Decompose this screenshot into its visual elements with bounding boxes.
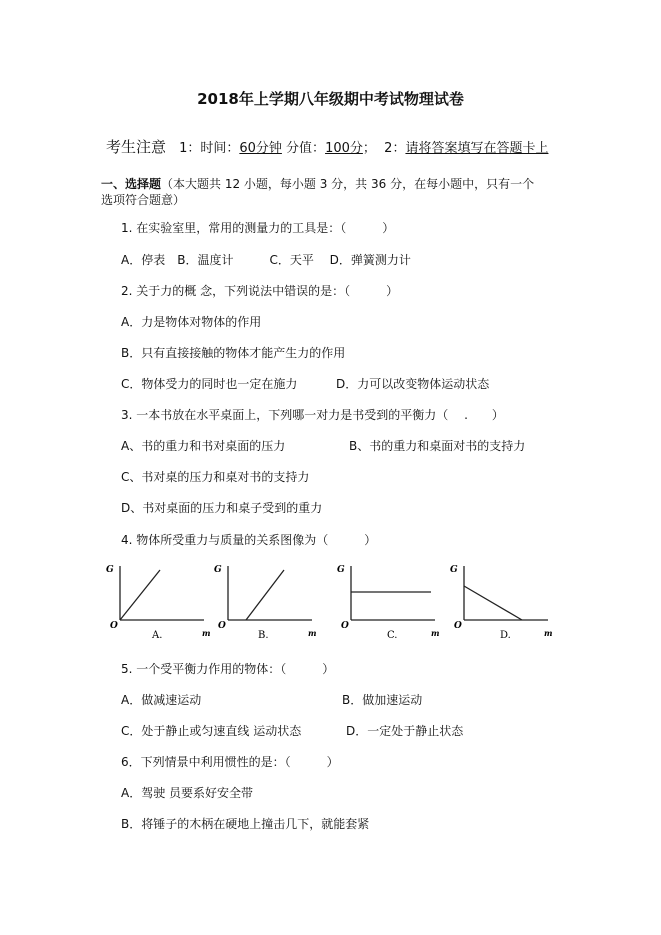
- graph-c-caption: C.: [387, 630, 398, 641]
- graph-c: [335, 562, 445, 640]
- graph-b-curve: [246, 570, 284, 620]
- question-3-option-d: D、书对桌面的压力和桌子受到的重力: [121, 501, 323, 515]
- notice-score: 100分: [325, 141, 363, 156]
- graph-a-caption: A.: [152, 630, 163, 641]
- graph-c-y-label: G: [337, 565, 345, 575]
- question-6-option-b: B．将锤子的木柄在硬地上撞击几下，就能套紧: [121, 817, 370, 831]
- notice-label: 考生注意: [106, 138, 167, 156]
- question-5-option-a: A．做减速运动: [121, 693, 202, 707]
- question-5-stem: 5. 一个受平衡力作用的物体：（ ）: [121, 662, 335, 676]
- graph-a-y-label: G: [106, 565, 114, 575]
- question-3-option-a: A、书的重力和书对桌面的压力: [121, 439, 286, 453]
- question-2-option-c: C．物体受力的同时也一定在施力: [121, 377, 298, 391]
- graph-d: [448, 562, 558, 640]
- question-6-option-a: A．驾驶 员要系好安全带: [121, 786, 254, 800]
- notice-score-prefix: 分值：: [286, 141, 326, 156]
- question-2-option-b: B．只有直接接触的物体才能产生力的作用: [121, 346, 346, 360]
- graph-d-caption: D.: [500, 630, 511, 641]
- question-5-option-c: C．处于静止或匀速直线 运动状态: [121, 724, 302, 738]
- graph-b-caption: B.: [258, 630, 269, 641]
- question-3-option-c: C、书对桌的压力和桌对书的支持力: [121, 470, 310, 484]
- graph-a-x-label: m: [202, 628, 211, 638]
- section1-heading: 一、选择题: [101, 177, 162, 191]
- graph-c-x-label: m: [431, 628, 440, 638]
- graph-b-y-label: G: [214, 565, 222, 575]
- notice-item2-prefix: 2：: [384, 141, 406, 156]
- question-3-option-b: B、书的重力和桌面对书的支持力: [349, 439, 526, 453]
- notice-time: 60分钟: [239, 141, 282, 156]
- question-1-options: A．停表 B．温度计 C．天平 D．弹簧测力计: [121, 253, 411, 267]
- graph-a: [104, 562, 214, 640]
- question-2-option-d: D．力可以改变物体运动状态: [336, 377, 490, 391]
- notice-item1-prefix: 1：时间：: [179, 141, 240, 156]
- section1-desc-line2: 选项符合题意）: [101, 193, 186, 207]
- exam-notice: [106, 136, 548, 157]
- graph-b: [212, 562, 322, 640]
- notice-item2: 请将答案填写在答题卡上: [405, 141, 549, 156]
- question-2-stem: 2. 关于力的概 念，下列说法中错误的是：（ ）: [121, 284, 399, 298]
- graph-a-curve: [120, 570, 160, 620]
- section1-desc-line1: （本大题共 12 小题，每小题 3 分，共 36 分，在每小题中，只有一个: [161, 177, 535, 191]
- graph-d-origin: O: [454, 621, 462, 631]
- question-4-stem: 4. 物体所受重力与质量的关系图像为（ ）: [121, 533, 377, 547]
- notice-sep: ；: [362, 141, 376, 156]
- graph-a-origin: O: [110, 621, 118, 631]
- question-5-option-b: B．做加速运动: [342, 693, 423, 707]
- question-3-stem: 3. 一本书放在水平桌面上，下列哪一对力是书受到的平衡力（ . ）: [121, 408, 504, 422]
- graph-c-origin: O: [341, 621, 349, 631]
- question-1-stem: 1. 在实验室里，常用的测量力的工具是：（ ）: [121, 221, 395, 235]
- exam-title: 2018年上学期八年级期中考试物理试卷: [197, 90, 464, 108]
- graph-b-origin: O: [218, 621, 226, 631]
- graph-d-curve: [464, 586, 522, 620]
- question-5-option-d: D．一定处于静止状态: [346, 724, 464, 738]
- graph-d-x-label: m: [544, 628, 553, 638]
- section1-intro: [101, 176, 534, 192]
- question-6-stem: 6．下列情景中利用惯性的是：（ ）: [121, 755, 339, 769]
- question-2-option-a: A．力是物体对物体的作用: [121, 315, 262, 329]
- graph-b-x-label: m: [308, 628, 317, 638]
- graph-d-y-label: G: [450, 565, 458, 575]
